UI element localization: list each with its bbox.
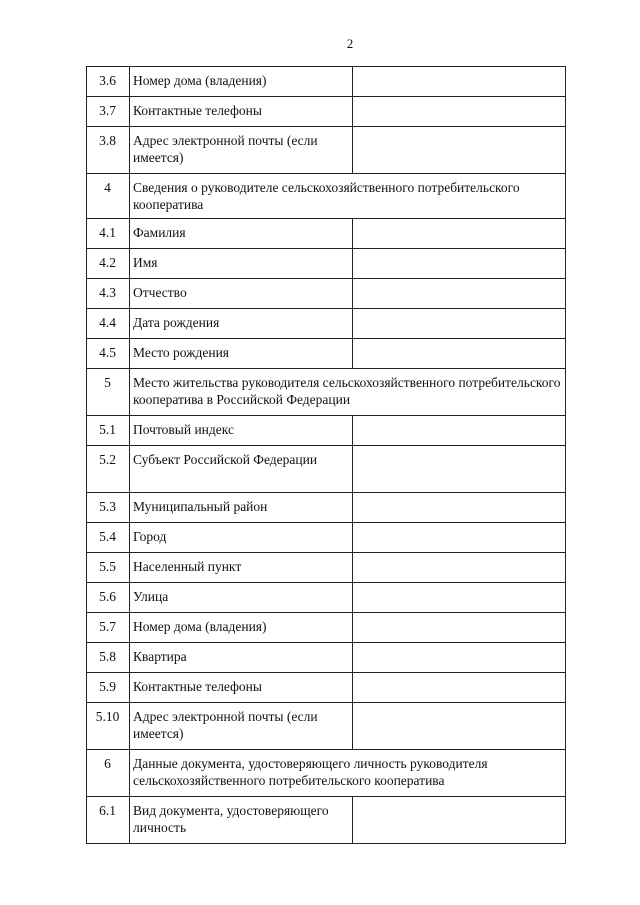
- field-value-cell[interactable]: [353, 97, 566, 127]
- row-number: 4: [87, 174, 130, 219]
- section-header-row: [87, 750, 566, 797]
- field-value-cell[interactable]: [353, 703, 566, 750]
- field-value-cell[interactable]: [353, 309, 566, 339]
- field-value-cell[interactable]: [353, 127, 566, 174]
- form-row: [87, 416, 566, 446]
- field-label: Фамилия: [130, 219, 353, 249]
- field-value-cell[interactable]: [353, 523, 566, 553]
- field-label: Город: [130, 523, 353, 553]
- row-number: 5.4: [87, 523, 130, 553]
- row-number: 4.4: [87, 309, 130, 339]
- field-value-cell[interactable]: [353, 797, 566, 844]
- form-row: [87, 643, 566, 673]
- form-row: [87, 703, 566, 750]
- section-title: Место жительства руководителя сельскохозяйственного потребительского кооператива в Российской Федерации: [130, 369, 566, 416]
- form-row: [87, 583, 566, 613]
- form-row: [87, 523, 566, 553]
- field-label: Контактные телефоны: [130, 673, 353, 703]
- form-row: [87, 446, 566, 493]
- row-number: 5: [87, 369, 130, 416]
- page-number: 2: [346, 36, 354, 51]
- form-row: [87, 797, 566, 844]
- form-table: [86, 66, 566, 844]
- field-label: Контактные телефоны: [130, 97, 353, 127]
- section-header-row: [87, 369, 566, 416]
- row-number: 5.2: [87, 446, 130, 493]
- field-value-cell[interactable]: [353, 583, 566, 613]
- row-number: 4.1: [87, 219, 130, 249]
- field-label: Номер дома (владения): [130, 613, 353, 643]
- form-row: [87, 673, 566, 703]
- row-number: 4.5: [87, 339, 130, 369]
- form-row: [87, 493, 566, 523]
- form-row: [87, 249, 566, 279]
- section-header-row: [87, 174, 566, 219]
- row-number: 5.3: [87, 493, 130, 523]
- field-value-cell[interactable]: [353, 67, 566, 97]
- field-label: Дата рождения: [130, 309, 353, 339]
- field-value-cell[interactable]: [353, 219, 566, 249]
- form-row: [87, 309, 566, 339]
- field-label: Адрес электронной почты (если имеется): [130, 703, 353, 750]
- row-number: 5.1: [87, 416, 130, 446]
- field-value-cell[interactable]: [353, 673, 566, 703]
- field-value-cell[interactable]: [353, 339, 566, 369]
- field-value-cell[interactable]: [353, 446, 566, 493]
- field-label: Муниципальный район: [130, 493, 353, 523]
- form-row: [87, 553, 566, 583]
- field-label: Вид документа, удостоверяющего личность: [130, 797, 353, 844]
- section-title: Сведения о руководителе сельскохозяйственного потребительского кооператива: [130, 174, 566, 219]
- row-number: 5.7: [87, 613, 130, 643]
- field-value-cell[interactable]: [353, 613, 566, 643]
- row-number: 6: [87, 750, 130, 797]
- form-row: [87, 279, 566, 309]
- row-number: 5.5: [87, 553, 130, 583]
- field-value-cell[interactable]: [353, 493, 566, 523]
- row-number: 5.6: [87, 583, 130, 613]
- form-row: [87, 613, 566, 643]
- field-value-cell[interactable]: [353, 249, 566, 279]
- field-value-cell[interactable]: [353, 553, 566, 583]
- field-label: Почтовый индекс: [130, 416, 353, 446]
- field-value-cell[interactable]: [353, 643, 566, 673]
- form-table-body: [87, 67, 566, 844]
- field-value-cell[interactable]: [353, 279, 566, 309]
- field-label: Место рождения: [130, 339, 353, 369]
- field-label: Имя: [130, 249, 353, 279]
- field-label: Адрес электронной почты (если имеется): [130, 127, 353, 174]
- field-label: Номер дома (владения): [130, 67, 353, 97]
- row-number: 3.7: [87, 97, 130, 127]
- form-row: [87, 339, 566, 369]
- field-label: Населенный пункт: [130, 553, 353, 583]
- form-row: [87, 97, 566, 127]
- field-label: Квартира: [130, 643, 353, 673]
- section-title: Данные документа, удостоверяющего личность руководителя сельскохозяйственного потребительского кооператива: [130, 750, 566, 797]
- field-value-cell[interactable]: [353, 416, 566, 446]
- row-number: 4.2: [87, 249, 130, 279]
- row-number: 3.6: [87, 67, 130, 97]
- row-number: 4.3: [87, 279, 130, 309]
- row-number: 5.9: [87, 673, 130, 703]
- form-row: [87, 67, 566, 97]
- row-number: 5.10: [87, 703, 130, 750]
- field-label: Улица: [130, 583, 353, 613]
- field-label: Отчество: [130, 279, 353, 309]
- form-row: [87, 219, 566, 249]
- row-number: 6.1: [87, 797, 130, 844]
- field-label: Субъект Российской Федерации: [130, 446, 353, 493]
- row-number: 5.8: [87, 643, 130, 673]
- row-number: 3.8: [87, 127, 130, 174]
- form-row: [87, 127, 566, 174]
